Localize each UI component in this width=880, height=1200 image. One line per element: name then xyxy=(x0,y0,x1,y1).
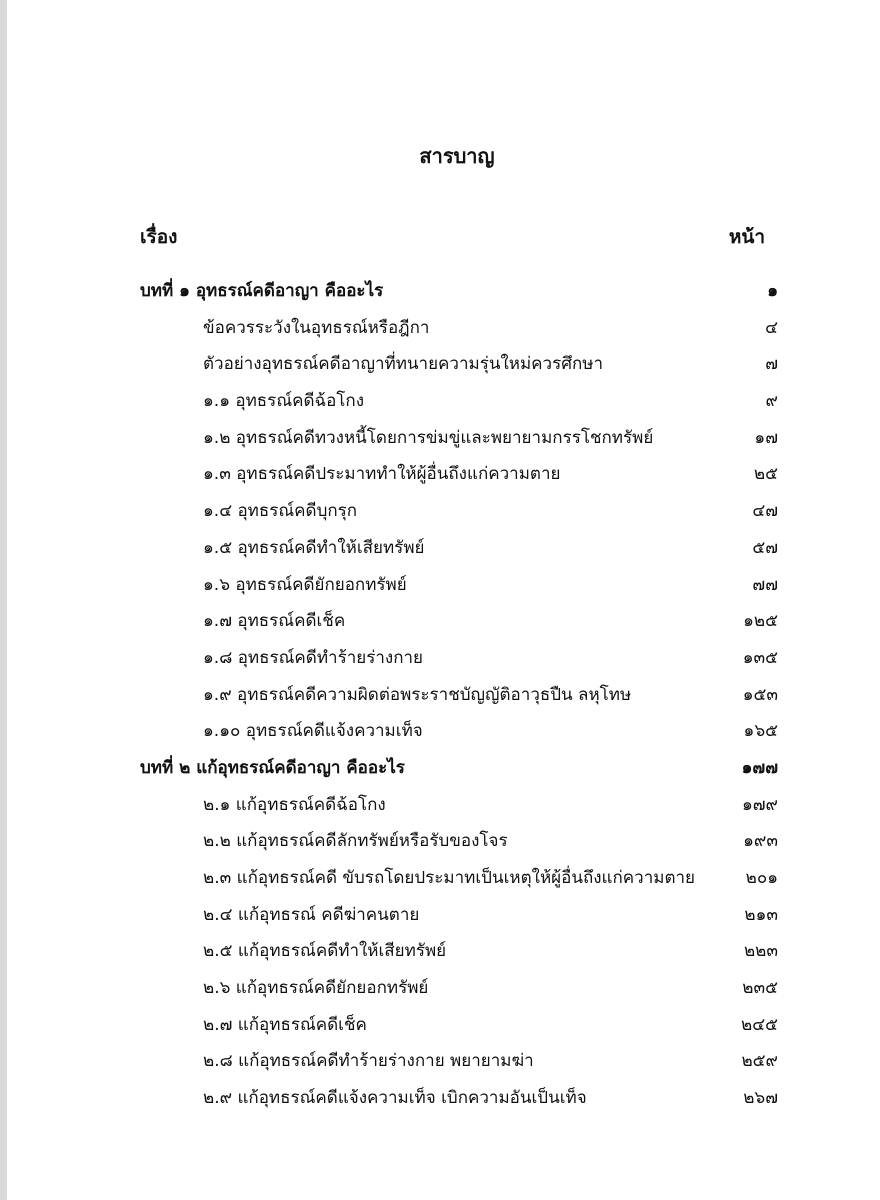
toc-row xyxy=(7,602,880,639)
column-header-page: หน้า xyxy=(728,226,765,248)
toc-entry-label: ตัวอย่างอุทธรณ์คดีอาญาที่ทนายความรุ่นใหม่ควรศึกษา xyxy=(203,354,604,375)
toc-entry-page: ๑๕๓ xyxy=(742,684,778,705)
toc-entry-page: ๒๖๗ xyxy=(743,1088,778,1109)
toc-entry-label: บทที่ ๑ อุทธรณ์คดีอาญา คืออะไร xyxy=(140,281,384,301)
toc-entry-label: ข้อควรระวังในอุทธรณ์หรือฎีกา xyxy=(203,317,430,338)
toc-row xyxy=(7,1079,880,1116)
toc-row xyxy=(7,639,880,676)
toc-entry-page: ๒๕ xyxy=(753,464,778,485)
toc-row xyxy=(7,309,880,346)
toc-row xyxy=(7,969,880,1006)
toc-entry-label: ๒.๙ แก้อุทธรณ์คดีแจ้งความเท็จ เบิกความอันเป็นเท็จ xyxy=(203,1088,587,1109)
toc-entry-label: ๑.๕ อุทธรณ์คดีทำให้เสียทรัพย์ xyxy=(203,537,425,558)
toc-entry-label: ๒.๘ แก้อุทธรณ์คดีทำร้ายร่างกาย พยายามฆ่า xyxy=(203,1051,534,1072)
toc-entry-label: ๑.๖ อุทธรณ์คดียักยอกทรัพย์ xyxy=(203,574,407,595)
toc-entry-page: ๒๐๑ xyxy=(745,868,778,888)
toc-entry-page: ๒๔๕ xyxy=(741,1014,778,1035)
toc-entry-label: ๒.๕ แก้อุทธรณ์คดีทำให้เสียทรัพย์ xyxy=(203,941,447,962)
toc-entry-label: ๒.๔ แก้อุทธรณ์ คดีฆ่าคนตาย xyxy=(203,904,420,925)
toc-chapter-row xyxy=(7,749,880,786)
toc-entry-page: ๒๓๕ xyxy=(742,978,778,999)
toc-row xyxy=(7,419,880,456)
toc-entry-page: ๑๖๕ xyxy=(743,721,778,742)
toc-row xyxy=(7,1042,880,1079)
toc-entry-page: ๗ xyxy=(765,354,778,375)
toc-entry-page: ๔๗ xyxy=(752,501,778,522)
toc-row xyxy=(7,932,880,969)
toc-entry-label: ๑.๑๐ อุทธรณ์คดีแจ้งความเท็จ xyxy=(203,721,423,742)
toc-entry-label: ๑.๒ อุทธรณ์คดีทวงหนี้โดยการข่มขู่และพยายามกรรโชกทรัพย์ xyxy=(203,427,654,448)
toc-entry-label: ๒.๓ แก้อุทธรณ์คดี ขับรถโดยประมาทเป็นเหตุให้ผู้อื่นถึงแก่ความตาย xyxy=(203,868,696,888)
toc-entry-page: ๑๒๕ xyxy=(743,611,778,632)
toc-entry-label: ๒.๒ แก้อุทธรณ์คดีลักทรัพย์หรือรับของโจร xyxy=(203,831,508,852)
toc-row xyxy=(7,382,880,419)
toc-entry-label: ๒.๖ แก้อุทธรณ์คดียักยอกทรัพย์ xyxy=(203,978,429,999)
toc-row xyxy=(7,1006,880,1043)
toc-entry-page: ๑๗๙ xyxy=(741,794,778,815)
toc-row xyxy=(7,859,880,896)
toc-entry-page: ๑๗๗ xyxy=(741,757,778,778)
toc-entry-page: ๑๓๕ xyxy=(742,647,778,668)
toc-entry-page: ๕๗ xyxy=(752,537,778,558)
toc-entry-page: ๑๗ xyxy=(754,427,778,448)
page-left-edge xyxy=(0,0,7,1200)
toc-row xyxy=(7,786,880,823)
column-header-subject: เรื่อง xyxy=(140,226,178,248)
toc-row xyxy=(7,712,880,749)
document-page xyxy=(7,0,880,1200)
toc-entry-page: ๗๗ xyxy=(752,574,778,595)
toc-entry-label: ๑.๑ อุทธรณ์คดีฉ้อโกง xyxy=(203,391,365,412)
toc-entry-label: ๑.๙ อุทธรณ์คดีความผิดต่อพระราชบัญญัติอาวุธปืน ลหุโทษ xyxy=(203,684,632,705)
toc-entry-label: ๒.๗ แก้อุทธรณ์คดีเช็ค xyxy=(203,1014,367,1035)
toc-entry-label: ๒.๑ แก้อุทธรณ์คดีฉ้อโกง xyxy=(203,794,386,815)
toc-entry-page: ๔ xyxy=(765,317,778,338)
toc-entry-label: ๑.๗ อุทธรณ์คดีเช็ค xyxy=(203,611,346,632)
toc-entry-page: ๒๒๓ xyxy=(743,941,778,962)
toc-row xyxy=(7,529,880,566)
toc-entry-page: ๙ xyxy=(765,391,778,412)
document-title: สารบาญ xyxy=(419,144,495,168)
toc-row xyxy=(7,566,880,603)
toc-row xyxy=(7,345,880,382)
toc-entry-label: ๑.๔ อุทธรณ์คดีบุกรุก xyxy=(203,501,358,522)
toc-entry-label: ๑.๘ อุทธรณ์คดีทำร้ายร่างกาย xyxy=(203,647,423,668)
table-of-contents xyxy=(7,272,880,1116)
toc-entry-page: ๒๕๙ xyxy=(741,1051,778,1072)
toc-row xyxy=(7,896,880,933)
toc-entry-page: ๑๙๓ xyxy=(743,831,778,852)
toc-row xyxy=(7,822,880,859)
toc-row xyxy=(7,676,880,713)
toc-entry-label: บทที่ ๒ แก้อุทธรณ์คดีอาญา คืออะไร xyxy=(140,757,405,778)
toc-row xyxy=(7,492,880,529)
toc-entry-page: ๑ xyxy=(767,281,778,301)
toc-entry-label: ๑.๓ อุทธรณ์คดีประมาททำให้ผู้อื่นถึงแก่ความตาย xyxy=(203,464,561,485)
toc-row xyxy=(7,455,880,492)
toc-chapter-row xyxy=(7,272,880,309)
toc-entry-page: ๒๑๓ xyxy=(744,904,778,925)
